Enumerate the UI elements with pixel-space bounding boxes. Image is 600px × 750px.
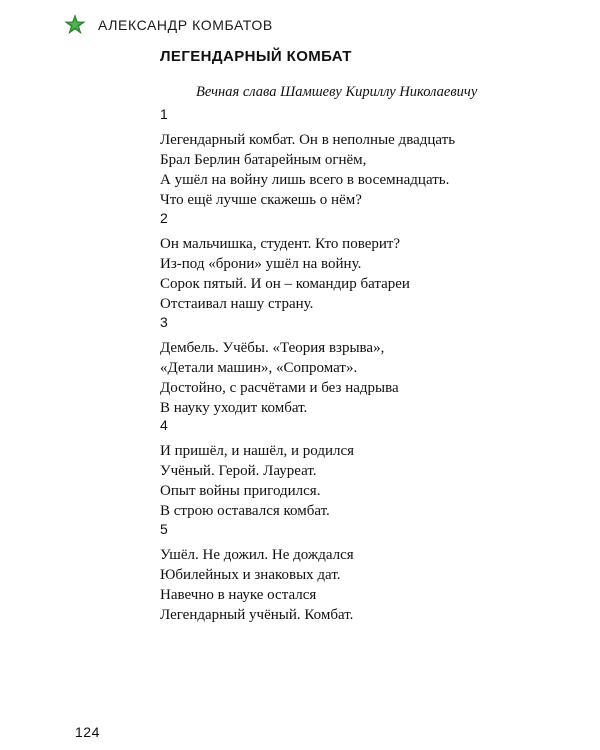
stanza-3	[160, 313, 399, 418]
stanza-5	[160, 520, 354, 625]
poem-line: Навечно в науке остался	[160, 587, 317, 603]
poem-line: Он мальчишка, студент. Кто поверит?	[160, 236, 401, 252]
stanza-4	[160, 416, 354, 521]
poem-line: И пришёл, и нашёл, и родился	[160, 443, 355, 459]
poem-line: Из-под «брони» ушёл на войну.	[160, 256, 362, 272]
stanza-2	[160, 209, 410, 314]
poem-line: А ушёл на войну лишь всего в восемнадцать.	[160, 172, 450, 188]
page-number: 124	[75, 724, 100, 740]
poem-line: Юбилейных и знаковых дат.	[160, 567, 341, 583]
stanza-1	[160, 105, 455, 210]
stanza-number: 1	[160, 106, 168, 122]
author-name: АЛЕКСАНДР КОМБАТОВ	[98, 17, 273, 33]
poem-line: Учёный. Герой. Лауреат.	[160, 463, 317, 479]
running-header	[64, 13, 273, 37]
stanza-number: 4	[160, 417, 168, 433]
poem-line: Дембель. Учёбы. «Теория взрыва»,	[160, 340, 385, 356]
poem-line: «Детали машин», «Сопромат».	[160, 360, 358, 376]
poem-line: Ушёл. Не дожил. Не дождался	[160, 547, 354, 563]
poem-line: Легендарный учёный. Комбат.	[160, 607, 354, 623]
stanza-number: 5	[160, 521, 168, 537]
stanza-number: 2	[160, 210, 168, 226]
poem-line: Достойно, с расчётами и без надрыва	[160, 380, 399, 396]
poem-line: Брал Берлин батарейным огнём,	[160, 152, 367, 168]
stanza-number: 3	[160, 314, 168, 330]
poem-line: Сорок пятый. И он – командир батареи	[160, 276, 410, 292]
star-icon	[64, 14, 86, 36]
poem-title: ЛЕГЕНДАРНЫЙ КОМБАТ	[160, 48, 352, 65]
poem-line: Отстаивал нашу страну.	[160, 296, 314, 312]
poem-line: В строю оставался комбат.	[160, 503, 330, 519]
poem-line: Опыт войны пригодился.	[160, 483, 321, 499]
poem-line: Что ещё лучше скажешь о нём?	[160, 192, 362, 208]
poem-dedication: Вечная слава Шамшеву Кириллу Николаевичу	[196, 84, 478, 100]
poem-line: В науку уходит комбат.	[160, 400, 308, 416]
poem-line: Легендарный комбат. Он в неполные двадцать	[160, 132, 456, 148]
